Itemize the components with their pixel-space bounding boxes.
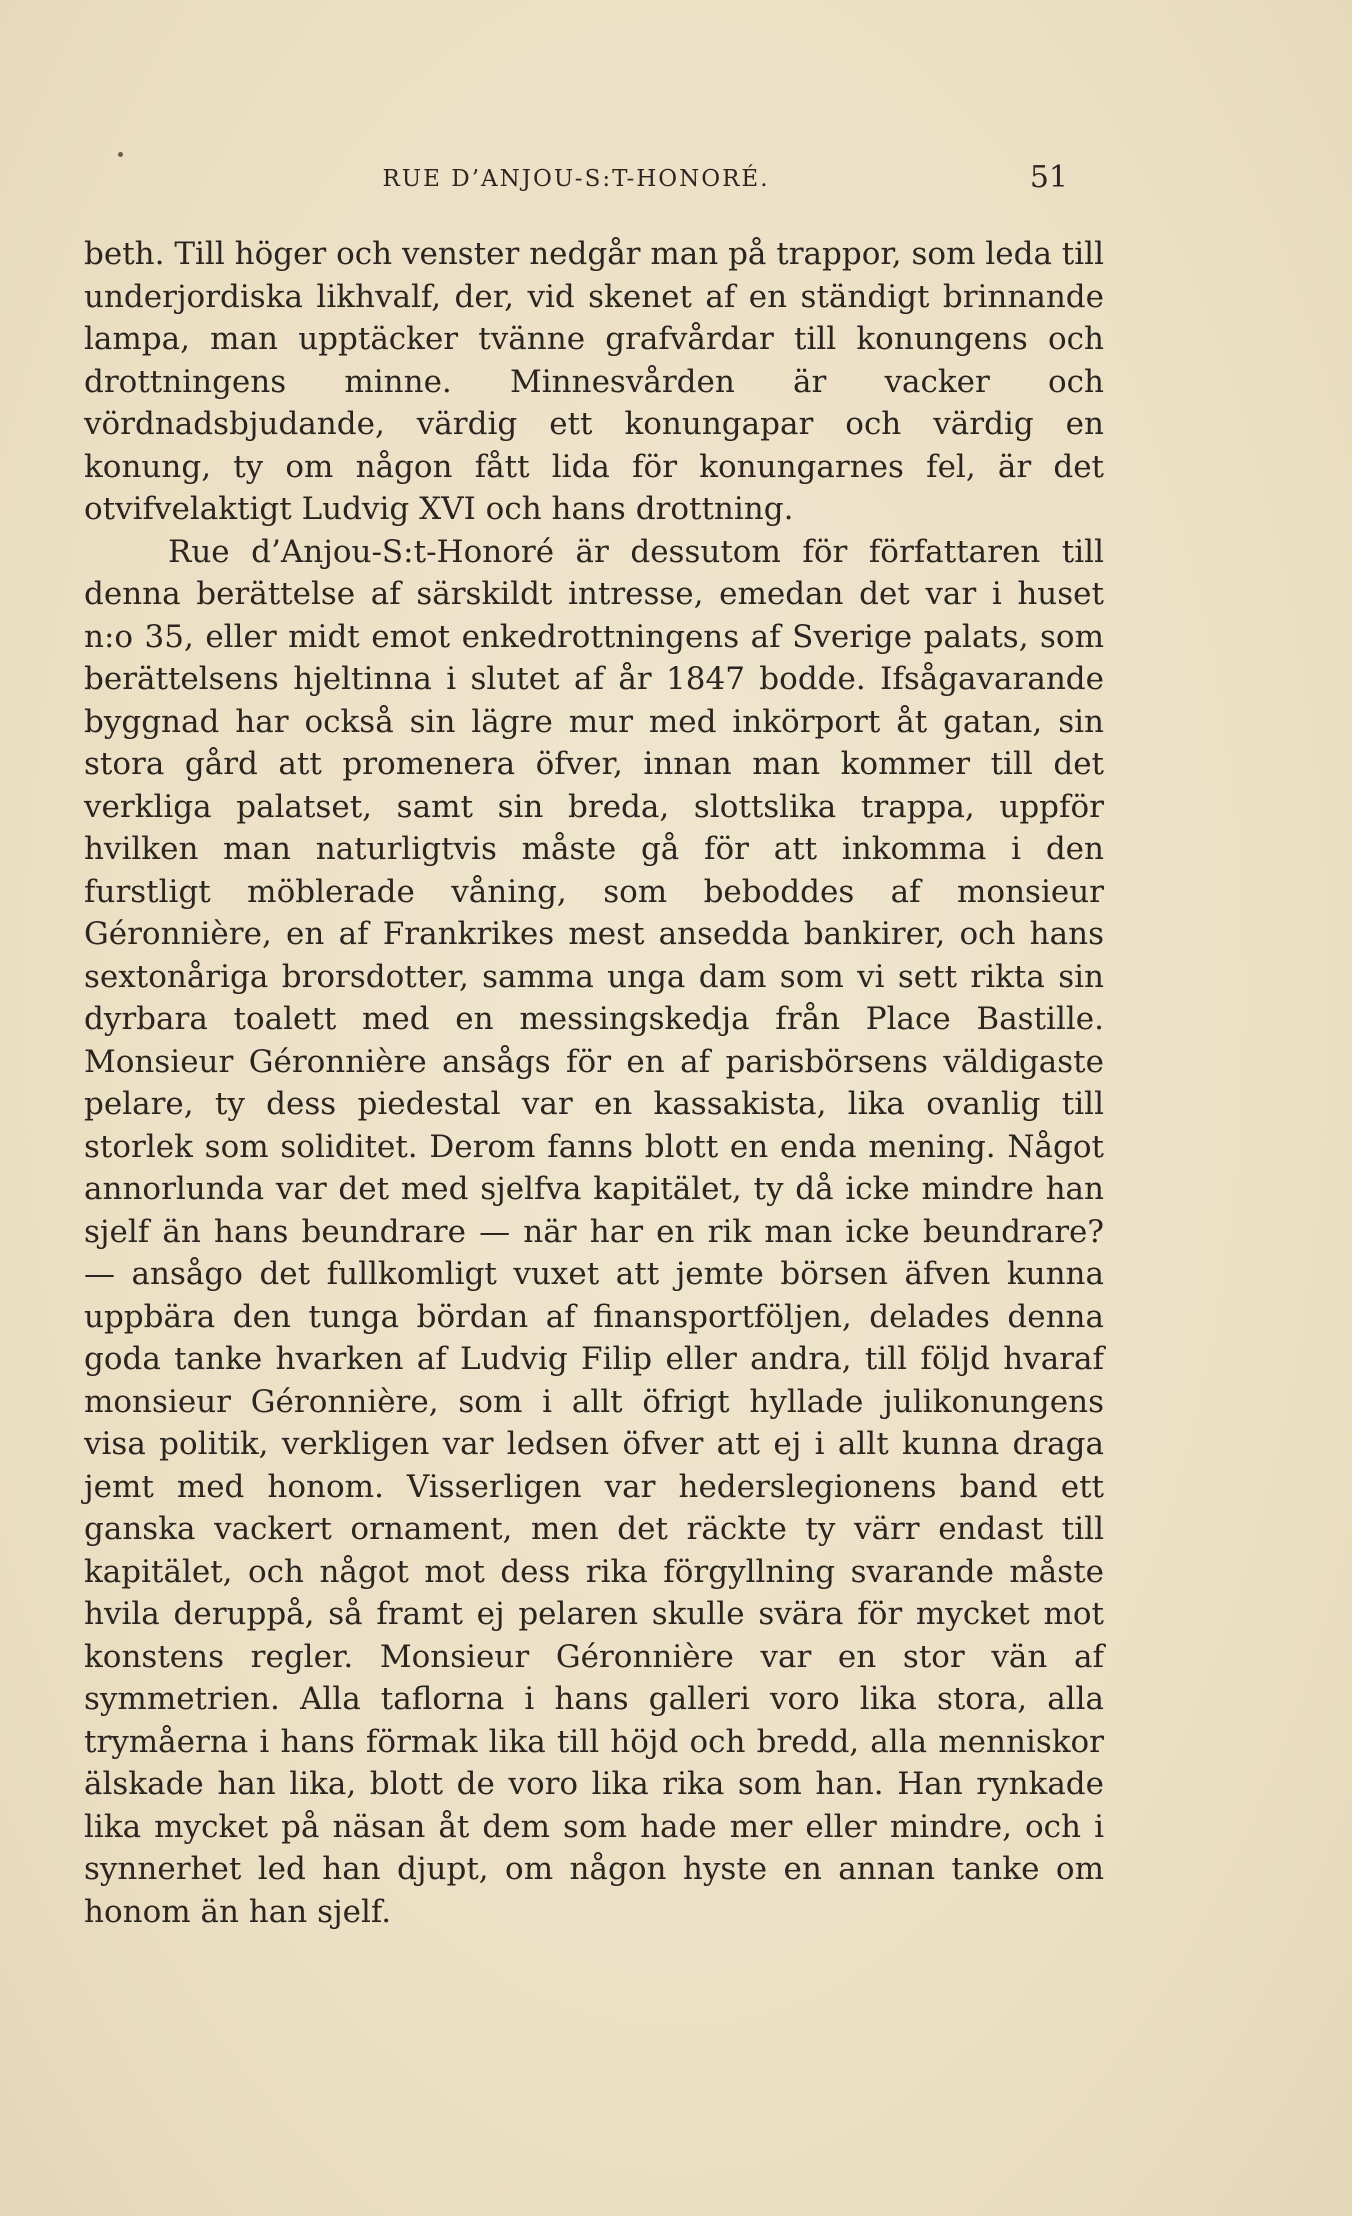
page-header <box>84 160 1068 200</box>
body-text <box>84 233 1104 1933</box>
paragraph: beth. Till höger och venster nedgår man på trappor, som leda till underjordiska likhvalf, der, vid skenet af en ständigt brinnande lampa, man upptäcker tvänne grafvårdar till konungens och drottningens minne. Minnesvården är vacker och vördnadsbjudande, värdig ett konungapar och värdig en konung, ty om någon fått lida för konungarnes fel, är det otvifvelaktigt Ludvig XVI och hans drottning. <box>84 236 1104 527</box>
running-head: RUE D’ANJOU-S:T-HONORÉ. <box>382 166 770 192</box>
page-number: 51 <box>1029 160 1068 195</box>
ink-speck <box>118 152 123 157</box>
paragraph: Rue d’Anjou-S:t-Honoré är dessutom för författaren till denna berättelse af särskildt intresse, emedan det var i huset n:o 35, eller midt emot enkedrottningens af Sverige palats, som berättelsens hjeltinna i slutet af år 1847 bodde. Ifsågavarande byggnad har också sin lägre mur med inkörport åt gatan, sin stora gård att promenera öfver, innan man kommer till det verkliga palatset, samt sin breda, slottslika trappa, uppför hvilken man naturligtvis måste gå för att inkomma i den furstligt möblerade våning, som beboddes af monsieur Géronnière, en af Frankrikes mest ansedda bankirer, och hans sextonåriga brorsdotter, samma unga dam som vi sett rikta sin dyrbara toalett med en messingskedja från Place Bastille. Monsieur Géronnière ansågs för en af parisbörsens väldigaste pelare, ty dess piedestal var en kassakista, lika ovanlig till storlek som soliditet. Derom fanns blott en enda mening. Något annorlunda var det med sjelfva kapitälet, ty då icke mindre han sjelf än hans beundrare — när har en rik man icke beundrare? — ansågo det fullkomligt vuxet att jemte börsen äfven kunna uppbära den tunga bördan af finansportföljen, delades denna goda tanke hvarken af Ludvig Filip eller andra, till följd hvaraf monsieur Géronnière, som i allt öfrigt hyllade julikonungens visa politik, verkligen var ledsen öfver att ej i allt kunna draga jemt med honom. Visserligen var hederslegionens band ett ganska vackert ornament, men det räckte ty värr endast till kapitälet, och något mot dess rika förgyllning svarande måste hvila deruppå, så framt ej pelaren skulle svära för mycket mot konstens regler. Monsieur Géronnière var en stor vän af symmetrien. Alla taflorna i hans galleri voro lika stora, alla trymåerna i hans förmak lika till höjd och bredd, alla menniskor älskade han lika, blott de voro lika rika som han. Han rynkade lika mycket på näsan åt dem som hade mer eller mindre, och i synnerhet led han djupt, om någon hyste en annan tanke om honom än han sjelf. <box>84 533 1104 1930</box>
